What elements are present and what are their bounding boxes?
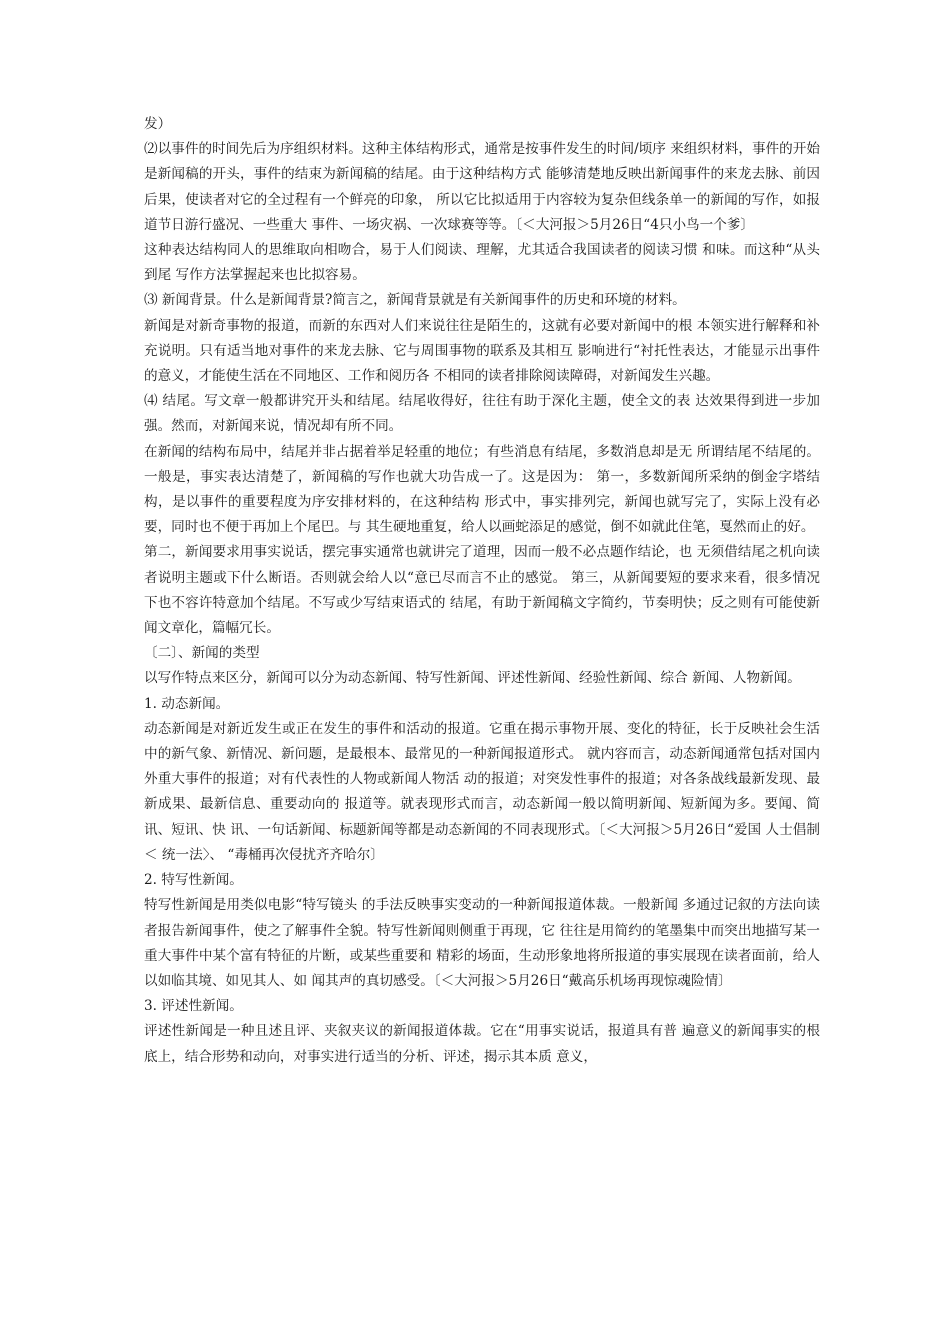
paragraph-continuation: 发） [144,116,172,132]
document-body [144,112,820,1070]
paragraph-news-types-intro: 以写作特点来区分，新闻可以分为动态新闻、特写性新闻、评述性新闻、经验性新闻、综合 新闻、人物新闻。 [144,670,801,687]
paragraph-structure-reading-habits: 这种表达结构同人的思维取向相吻合，易于人们阅读、理解，尤其适合我国读者的阅读习惯 和味。而这种“从头到尾 写作方法掌握起来也比拟容易。 [144,242,820,284]
paragraph-ending-heading: ⑷ 结尾。写文章一般都讲究开头和结尾。结尾收得好，往往有助于深化主题，使全文的表 达效果得到进一步加强。然而，对新闻来说，情况却有所不同。 [144,393,820,435]
subheading-feature-news: 2. 特写性新闻。 [144,872,243,889]
subheading-dynamic-news: 1. 动态新闻。 [144,695,230,712]
subheading-commentary-news: 3. 评述性新闻。 [144,998,243,1015]
paragraph-dynamic-news: 动态新闻是对新近发生或正在发生的事件和活动的报道。它重在揭示事物开展、变化的特征，长于反映社会生活中的新气象、新情况、新问题，是最根本、最常见的一种新闻报道形式。 就内容而言，动态新闻通常包括对国内外重大事件的报道；对有代表性的人物或新闻人物活 动的报道；对突发性事件的报道；对各条战线最新发现、最新成果、最新信息、重要动向的 报道等。就表现形式而言，动态新闻一般以简明新闻、短新闻为多。要闻、简讯、短讯、快 讯、一句话新闻、标题新闻等都是动态新闻的不同表现形式。〔＜大河报＞5月26日“爱国 人士倡制＜ 统一法〉、 “毒桶再次侵扰齐齐哈尔〕 [144,720,820,863]
paragraph-chronological-structure: ⑵以事件的时间先后为序组织材料。这种主体结构形式，通常是按事件发生的时间/顷序 来组织材料，事件的开始是新闻稿的开头，事件的结束为新闻稿的结尾。由于这种结构方式 能够清楚地反映出新闻事件的来龙去脉、前因后果，使读者对它的全过程有一个鲜亮的印象， 所以它比拟适用于内容较为复杂但线条单一的新闻的写作，如报道节日游行盛况、一些重大 事件、一场灾祸、一次球赛等等。〔＜大河报＞5月26日“4只小鸟一个爹〕 [144,141,820,233]
paragraph-news-background-heading: ⑶ 新闻背景。什么是新闻背景?简言之，新闻背景就是有关新闻事件的历史和环境的材料。 [144,292,686,309]
section-heading-news-types: 〔二〕、新闻的类型 [144,645,260,662]
paragraph-feature-news: 特写性新闻是用类似电影“特写镜头 的手法反映事实变动的一种新闻报道体裁。一般新闻 多通过记叙的方法向读者报告新闻事件，使之了解事件全貌。特写性新闻则侧重于再现，它 往往是用简约的笔墨集中而突出地描写某一重大事件中某个富有特征的片断，或某些重要和 精彩的场面，生动形象地将所报道的事实展现在读者面前，给人以如临其境、如见其人、如 闻其声的真切感受。〔＜大河报＞5月26日“戴高乐机场再现惊魂险情〕 [144,897,820,989]
paragraph-ending-first-reason: 在新闻的结构布局中，结尾并非占据着举足轻重的地位；有些消息有结尾，多数消息却是无 所谓结尾不结尾的。一般是，事实表达清楚了，新闻稿的写作也就大功告成一了。这是因为： 第一，多数新闻所采纳的倒金字塔结构，是以事件的重要程度为序安排材料的，在这种结构 形式中，事实排列完，新闻也就写完了，实际上没有必要，同时也不便于再加上个尾巴。与 其生硬地重复，给人以画蛇添足的感觉，倒不如就此住笔，戛然而止的好。 [144,443,820,536]
paragraph-news-background-body: 新闻是对新奇事物的报道，而新的东西对人们来说往往是陌生的，这就有必要对新闻中的根 本领实进行解释和补充说明。只有适当地对事件的来龙去脉、它与周围事物的联系及其相互 影响进行“衬托性表达，才能显示出事件的意义，才能使生活在不同地区、工作和阅历各 不相同的读者排除阅读障碍，对新闻发生兴趣。 [144,317,820,385]
paragraph-commentary-news: 评述性新闻是一种且述且评、夹叙夹议的新闻报道体裁。它在“用事实说话，报道具有普 遍意义的新闻事实的根底上，结合形势和动向，对事实进行适当的分析、评述，揭示其本质 意义， [144,1023,820,1065]
paragraph-ending-second-third-reason: 第二，新闻要求用事实说话，摆完事实通常也就讲完了道理，因而一般不必点题作结论，也 无须借结尾之机向读者说明主题或下什么断语。否则就会给人以“意已尽而言不止的感觉。 第三，从新闻要短的要求来看，很多情况下也不容许特意加个结尾。不写或少写结束语式的 结尾，有助于新闻稿文字简约，节奏明快；反之则有可能使新闻文章化，篇幅冗长。 [144,544,820,637]
